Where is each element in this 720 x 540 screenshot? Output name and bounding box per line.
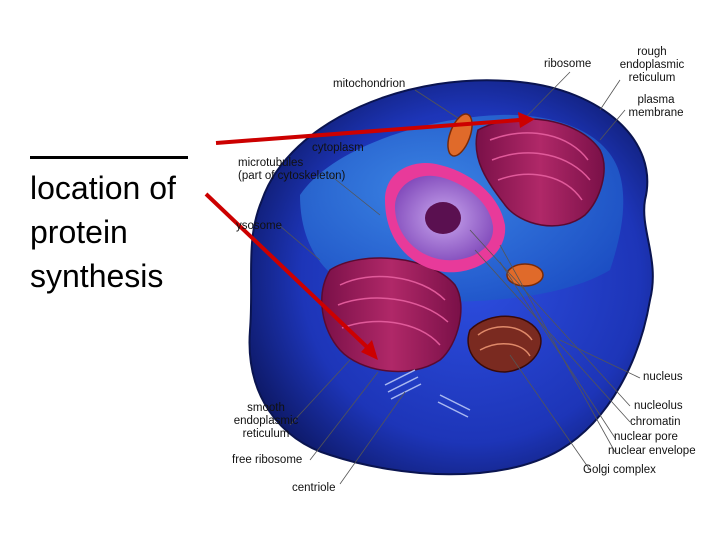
label-nucleus: nucleus — [643, 371, 683, 383]
label-ribosome: ribosome — [544, 58, 592, 70]
label-nucleolus: nucleolus — [634, 400, 683, 412]
nucleolus-shape — [425, 202, 461, 234]
label-nuclear-envelope: nuclear envelope — [608, 445, 696, 457]
prompt-line-1: location of — [30, 170, 176, 206]
label-centriole: centriole — [292, 482, 336, 494]
label-rough-er: rough endoplasmic reticulum — [619, 46, 685, 84]
label-free-ribosome: free ribosome — [232, 454, 303, 466]
label-cytoplasm: cytoplasm — [312, 142, 364, 154]
label-lysosome: ysosome — [236, 220, 283, 232]
label-plasma-membrane: plasma membrane — [628, 94, 684, 119]
label-chromatin: chromatin — [630, 416, 681, 428]
label-mitochondrion: mitochondrion — [333, 78, 406, 90]
label-golgi-complex: Golgi complex — [583, 464, 656, 476]
label-smooth-er: smooth endoplasmic reticulum — [233, 402, 299, 440]
label-nuclear-pore: nuclear pore — [614, 431, 678, 443]
prompt-line-3: synthesis — [30, 258, 164, 294]
prompt-line-2: protein — [30, 214, 128, 250]
label-microtubules: microtubules (part of cytoskeleton) — [238, 157, 346, 182]
